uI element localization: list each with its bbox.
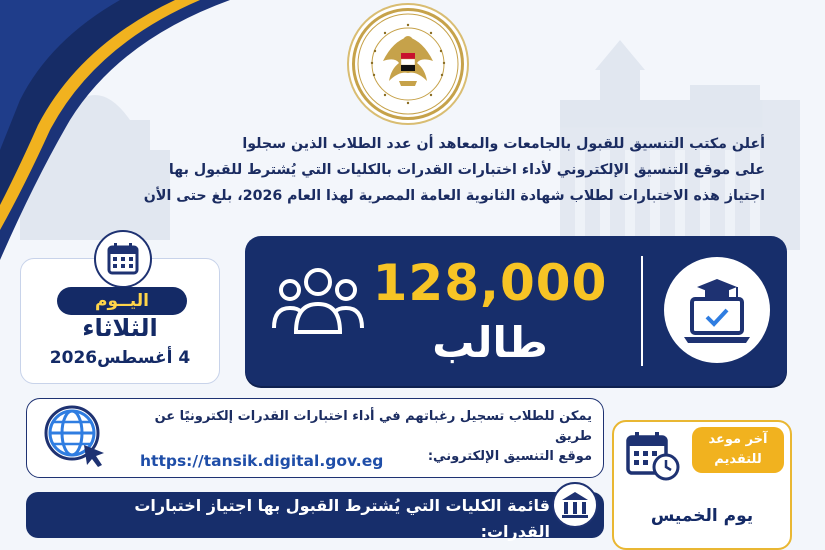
intro-line-1: أعلن مكتب التنسيق للقبول بالجامعات والمعاهد أن عدد الطلاب الذين سجلوا bbox=[242, 136, 765, 152]
calendar-clock-icon bbox=[624, 427, 682, 483]
registered-unit: طالب bbox=[432, 318, 548, 367]
laptop-icon-badge bbox=[664, 257, 770, 363]
calendar-icon-badge bbox=[94, 230, 152, 288]
info-line-1: يمكن للطلاب تسجيل رغباتهم في أداء اختبارات القدرات إلكترونيًا عن طريق bbox=[154, 409, 592, 444]
corner-wave-decoration bbox=[0, 0, 230, 260]
globe-cursor-icon bbox=[40, 401, 112, 473]
registered-count: 128,000 bbox=[372, 254, 608, 312]
calendar-icon bbox=[96, 232, 150, 286]
tansik-link[interactable]: https://tansik.digital.gov.eg bbox=[140, 452, 384, 470]
deadline-label-line-1: آخر موعد bbox=[708, 432, 768, 447]
intro-line-3: اجتياز هذه الاختبارات لطلاب شهادة الثانوية العامة المصرية لهذا العام 2026، بلغ حتى الأن bbox=[143, 188, 765, 204]
ministry-logo bbox=[352, 8, 464, 120]
laptop-graduation-cap-icon bbox=[664, 257, 770, 363]
colleges-list-title: قائمة الكليات التي يُشترط القبول بها اجتياز اختبارات القدرات: bbox=[134, 496, 550, 541]
day-name: الثلاثاء bbox=[82, 314, 158, 342]
day-label-pill: اليــوم bbox=[57, 287, 187, 315]
stat-divider bbox=[641, 256, 643, 366]
people-group-icon bbox=[270, 262, 366, 342]
date-text: 4 أغسطس2026 bbox=[49, 348, 191, 368]
deadline-day: يوم الخميس bbox=[650, 506, 754, 526]
egyptian-eagle-emblem-icon bbox=[355, 11, 461, 117]
info-line-2: موقع التنسيق الإلكتروني: bbox=[427, 449, 592, 464]
university-building-icon bbox=[554, 484, 596, 526]
deadline-label-pill bbox=[692, 427, 784, 473]
deadline-label-line-2: للتقديم bbox=[714, 452, 762, 467]
university-icon-badge bbox=[552, 482, 598, 528]
intro-line-2: على موقع التنسيق الإلكتروني لأداء اختبارات القدرات بالكليات التي يُشترط للقبول بها bbox=[168, 162, 765, 178]
intro-paragraph bbox=[65, 131, 765, 209]
